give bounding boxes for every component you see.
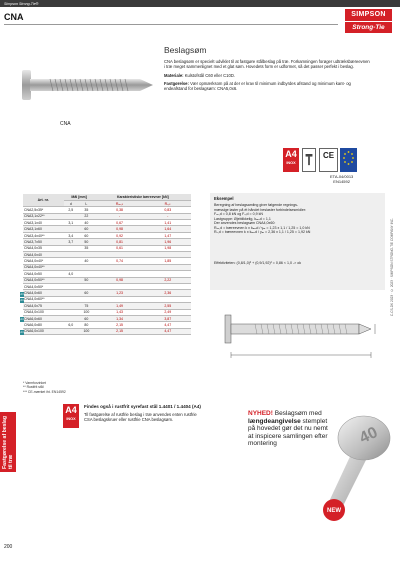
nail-photo	[20, 60, 155, 110]
example-line: Rᵥ,d = bæreevnen k x kₘₒd / γₘ = 2,36 x 1,1 / 1,25 = 1,92 kN	[214, 230, 311, 234]
cell-rv: 1,98	[144, 245, 191, 251]
cell-art: CNA2,5x35*	[23, 207, 64, 213]
cell-art: CNA3,1x40	[23, 220, 64, 226]
cell-rax: 1,34	[95, 315, 145, 321]
cell-art: CNA6,0x60	[23, 315, 64, 321]
footnote: *** CE-mærket iht. EN14592	[23, 389, 66, 394]
cell-l: 50	[78, 239, 95, 245]
cell-l: 35	[78, 207, 95, 213]
cell-art: CNA4,0x40*	[23, 258, 64, 264]
col-l: L	[78, 200, 95, 206]
a4-box-big: A4	[65, 405, 77, 415]
a4-inox-text	[84, 404, 204, 423]
formula-label: Effektiviteten:	[214, 261, 236, 265]
cell-rv: 4,47	[144, 322, 191, 328]
cell-art: CNA4,0x100	[23, 309, 64, 315]
cell-l: 50	[78, 277, 95, 283]
spec-table	[23, 194, 191, 335]
formula-expression: (0,8/1,0)² + (0,9/1,92)² = 0,86 < 1,0 -> ok	[236, 261, 302, 265]
fastening-line	[164, 81, 370, 92]
cell-rax: 0,92	[95, 232, 145, 238]
cell-rv: 1,41	[144, 220, 191, 226]
a4-badge-big: A4	[285, 149, 297, 159]
eu-eta-icon	[340, 148, 357, 172]
cell-rax: 0,61	[95, 245, 145, 251]
material-line	[164, 73, 370, 78]
chapter-side-label	[0, 412, 16, 472]
page-number: 200	[4, 544, 13, 550]
material-value: Kulstofstål C60 eller C10D.	[184, 72, 236, 78]
cell-art: CNA4,0x40**	[23, 264, 64, 270]
fastening-label: Fastgørelse:	[164, 80, 189, 86]
a4-row-marker: A4	[20, 331, 24, 334]
cell-d: 6,0	[64, 322, 79, 328]
cell-art: CNA6,0x100	[23, 328, 64, 334]
stamped-nail-head	[316, 408, 394, 526]
example-line: Fₐₓ,d = 0,8 kN og Fᵥ,d = 0,9 kN	[214, 212, 264, 216]
side-strip-text: C-CS-DK 2023 · © 2023 · SIMPSON STRONG-TIE COMPANY INC.	[390, 218, 394, 317]
example-line: Der anvendes beslagsøm CNA4,0x60:	[214, 221, 276, 225]
hammer-icon	[302, 148, 316, 172]
cell-art: CNA4,0x50*	[23, 283, 64, 289]
chapter-label-text: Fastgørelse af beslag til træ	[2, 415, 14, 469]
cell-d: 2,5	[64, 207, 79, 213]
col-maal: Mål [mm]	[64, 194, 95, 200]
a4-inox-body: Til fastgørelse af rustfrie beslag i træ anvendes enten rustfrie CSA beslagskruer eller rustfrie CNA beslagsøm.	[84, 411, 197, 423]
material-label: Materiale:	[164, 72, 184, 78]
description-text: CNA beslagsøm er specielt udviklet til at fastgøre stålbeslag på træ. Forkamningen forøger udtræksbæreevnen i træ meget sammenlignet med et glat søm. Hovedets form er udformet, så det passer perfekt i beslag.	[164, 59, 370, 70]
cell-l: 35	[78, 245, 95, 251]
logo-top: SIMPSON	[345, 9, 392, 21]
col-art: Art. nr.	[23, 194, 64, 207]
news-text-2: stemplet på hovedet gør det nu nemt at inspicere samlingen efter montering	[248, 417, 328, 447]
cell-art: CNA4,0x35	[23, 245, 64, 251]
cell-rax: 2,15	[95, 328, 145, 334]
cell-rax: 0,98	[95, 226, 145, 232]
a4-row-marker: A4	[20, 299, 24, 302]
cell-l: 60	[78, 315, 95, 321]
a4-inox-heading: Findes også i rustfrit syrefast stål 1.4401 / 1.4404 (A4)	[84, 404, 201, 409]
cell-rv: 2,55	[144, 303, 191, 309]
col-d: d	[64, 200, 79, 206]
eta-number	[330, 174, 353, 184]
fastening-value: Vær opmærksom på at der er krav til minimum indbyrdes afstand og minimum kant- og endeafstand for beslagsøm: CNA5,0x6.	[164, 80, 351, 92]
example-line: Rₐₓ,d = bæreevnen k x kₘₒd / γₘ = 1,23 x 1,1 / 1,25 = 1,0 kN	[214, 225, 310, 230]
cell-rv: 2,22	[144, 277, 191, 283]
cell-d: 4,0	[64, 271, 79, 277]
cell-rax: 1,43	[95, 309, 145, 315]
product-heading: Beslagsøm	[164, 45, 207, 55]
cell-art: CNA4,0x60	[23, 290, 64, 296]
cell-l: 100	[78, 309, 95, 315]
cell-rax: 0,81	[95, 239, 145, 245]
example-heading: Eksempel	[214, 196, 234, 201]
side-strip	[390, 218, 396, 358]
example-line: Lastgruppe: Øjeblikkelig, kₘₒd = 1,1	[214, 216, 271, 221]
cell-l: 60	[78, 226, 95, 232]
cell-l: 22	[78, 213, 95, 219]
cell-art: CNA3,7x50	[23, 239, 64, 245]
cell-rax: 1,49	[95, 303, 145, 309]
cell-art: CNA4,0x50**	[23, 277, 64, 283]
a4-row-marker: A4	[20, 293, 24, 296]
col-kar: Karakteristiske bæreevner [kN]	[95, 194, 191, 200]
cell-rax: 0,67	[95, 220, 145, 226]
news-prefix: NYHED!	[248, 410, 273, 417]
news-bold: længdeangivelse	[248, 417, 301, 425]
cell-rv: 3,87	[144, 315, 191, 321]
cell-art: CNA3,4x40**	[23, 232, 64, 238]
a4-box-small: INOX	[66, 417, 76, 421]
page-title: CNA	[4, 12, 24, 22]
cell-rax: -	[95, 213, 145, 219]
cell-l: 75	[78, 303, 95, 309]
table-row	[23, 328, 191, 334]
cell-l: 60	[78, 290, 95, 296]
simpson-logo	[345, 9, 392, 35]
nail-caption: CNA	[60, 121, 71, 127]
cell-d: 3,1	[64, 220, 79, 226]
formula	[214, 261, 301, 265]
cell-rax: 0,98	[95, 277, 145, 283]
stamp-text: 40	[357, 424, 381, 448]
cell-art: CNA4,0x60**	[23, 296, 64, 302]
new-badge	[323, 499, 345, 521]
cell-art: CNA3,1x22**	[23, 213, 64, 219]
a4-badge-small: INOX	[286, 161, 296, 165]
example-box	[210, 193, 385, 290]
nail-drawing	[215, 295, 383, 370]
ce-mark: CE	[319, 148, 338, 172]
a4-row-marker: A4	[20, 318, 24, 321]
cell-rv: 1,96	[144, 239, 191, 245]
cell-rv: 2,49	[144, 309, 191, 315]
cell-l: 40	[78, 220, 95, 226]
cell-l: 60	[78, 232, 95, 238]
col-rv: Rᵥ,ₖ	[144, 200, 191, 206]
cell-l: 40	[78, 258, 95, 264]
brand-text: Simpson Strong-Tie®	[4, 1, 39, 6]
cell-rv: 4,47	[144, 328, 191, 334]
example-line: Beregning af beslagsamling giver følgende regnings-	[214, 203, 299, 207]
footnotes	[23, 381, 66, 394]
cell-art: CNA3,1x60	[23, 226, 64, 232]
cell-rv: 2,36	[144, 290, 191, 296]
en-code: EN14592	[333, 179, 350, 184]
footnote: ** Rustfrit stål	[23, 385, 44, 390]
a4-inox-badge	[283, 148, 299, 172]
cell-d: 3,7	[64, 239, 79, 245]
col-rax: Rₐₓ,ₖ	[95, 200, 145, 206]
cell-rv: -	[144, 213, 191, 219]
cell-rv: 0,83	[144, 207, 191, 213]
cell-d	[64, 328, 79, 334]
cell-l: 80	[78, 322, 95, 328]
example-line: mæssige laster på ét håndet beslaster forbindelsesmidler:	[214, 207, 307, 212]
new-badge-text: NEW	[327, 508, 341, 514]
footnote: * Varmforzinket	[23, 381, 46, 385]
cell-rv: 1,85	[144, 258, 191, 264]
cell-rv: 1,64	[144, 226, 191, 232]
cell-rax: 2,15	[95, 322, 145, 328]
eta-code: ETA-04/0013	[330, 174, 354, 179]
cell-rax: 0,38	[95, 207, 145, 213]
a4-inox-box	[63, 404, 79, 428]
cell-art: CNA4,0x75	[23, 303, 64, 309]
top-bar	[0, 0, 400, 7]
news-text-1: Beslagsøm med	[272, 410, 322, 417]
cell-art: CNA4,0x50	[23, 271, 64, 277]
cell-art: CNA4,0x40	[23, 252, 64, 258]
product-description	[164, 45, 370, 94]
cell-l: 100	[78, 328, 95, 334]
cell-rv: 1,47	[144, 232, 191, 238]
logo-bottom: Strong-Tie	[345, 21, 392, 33]
cell-d: 3,4	[64, 232, 79, 238]
cell-rax: 1,23	[95, 290, 145, 296]
title-divider	[4, 24, 338, 25]
cell-rax: 0,74	[95, 258, 145, 264]
cell-art: CNA6,0x80	[23, 322, 64, 328]
